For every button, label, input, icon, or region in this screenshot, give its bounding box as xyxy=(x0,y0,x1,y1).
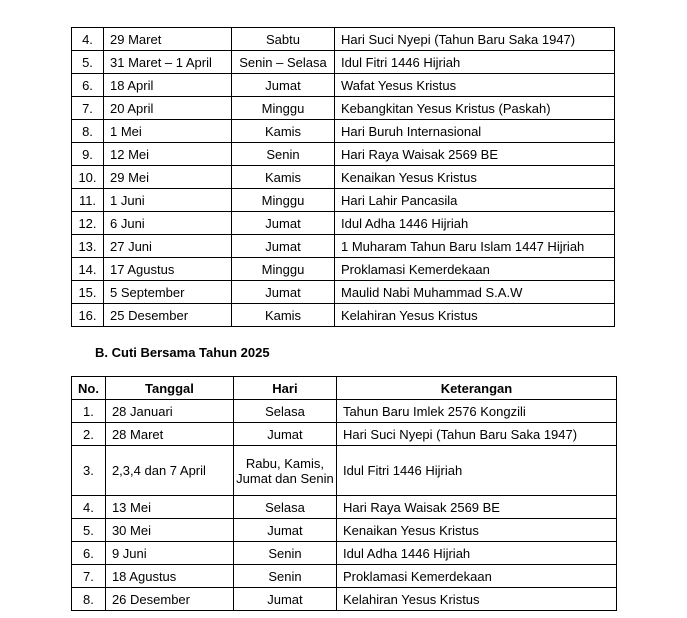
table-row xyxy=(72,97,615,120)
row-day: Selasa xyxy=(233,496,336,519)
row-date: 18 Agustus xyxy=(105,565,233,588)
row-number: 14. xyxy=(72,258,104,281)
row-date: 17 Agustus xyxy=(104,258,232,281)
row-description: Idul Fitri 1446 Hijriah xyxy=(336,446,616,496)
row-day: Senin xyxy=(233,565,336,588)
row-day: Senin xyxy=(233,542,336,565)
table-row xyxy=(72,235,615,258)
row-description: Hari Raya Waisak 2569 BE xyxy=(336,496,616,519)
row-number: 9. xyxy=(72,143,104,166)
row-number: 6. xyxy=(72,74,104,97)
collective-leave-table-body xyxy=(72,400,617,611)
row-number: 4. xyxy=(72,28,104,51)
header-keterangan: Keterangan xyxy=(336,377,616,400)
row-date: 2,3,4 dan 7 April xyxy=(105,446,233,496)
row-description: 1 Muharam Tahun Baru Islam 1447 Hijriah xyxy=(335,235,615,258)
table-row xyxy=(72,258,615,281)
row-date: 30 Mei xyxy=(105,519,233,542)
row-description: Tahun Baru Imlek 2576 Kongzili xyxy=(336,400,616,423)
row-number: 16. xyxy=(72,304,104,327)
row-date: 29 Mei xyxy=(104,166,232,189)
row-description: Idul Fitri 1446 Hijriah xyxy=(335,51,615,74)
row-date: 13 Mei xyxy=(105,496,233,519)
row-description: Kelahiran Yesus Kristus xyxy=(336,588,616,611)
row-description: Proklamasi Kemerdekaan xyxy=(336,565,616,588)
row-date: 26 Desember xyxy=(105,588,233,611)
row-day: Minggu xyxy=(232,97,335,120)
row-description: Kenaikan Yesus Kristus xyxy=(336,519,616,542)
header-tanggal: Tanggal xyxy=(105,377,233,400)
row-number: 1. xyxy=(72,400,106,423)
table-row xyxy=(72,120,615,143)
row-description: Wafat Yesus Kristus xyxy=(335,74,615,97)
row-number: 8. xyxy=(72,120,104,143)
row-description: Hari Raya Waisak 2569 BE xyxy=(335,143,615,166)
row-date: 31 Maret – 1 April xyxy=(104,51,232,74)
table-row xyxy=(72,74,615,97)
row-number: 7. xyxy=(72,97,104,120)
row-day: Jumat xyxy=(232,74,335,97)
row-number: 6. xyxy=(72,542,106,565)
holiday-table-body xyxy=(72,28,615,327)
row-day: Sabtu xyxy=(232,28,335,51)
table-row xyxy=(72,519,617,542)
row-date: 25 Desember xyxy=(104,304,232,327)
row-day: Kamis xyxy=(232,304,335,327)
table-row xyxy=(72,166,615,189)
row-number: 7. xyxy=(72,565,106,588)
row-number: 12. xyxy=(72,212,104,235)
row-description: Hari Suci Nyepi (Tahun Baru Saka 1947) xyxy=(336,423,616,446)
table-row xyxy=(72,496,617,519)
row-day: Jumat xyxy=(232,212,335,235)
row-day: Minggu xyxy=(232,189,335,212)
table-row xyxy=(72,143,615,166)
table-row xyxy=(72,400,617,423)
row-description: Kelahiran Yesus Kristus xyxy=(335,304,615,327)
table-row xyxy=(72,212,615,235)
row-number: 11. xyxy=(72,189,104,212)
row-description: Hari Buruh Internasional xyxy=(335,120,615,143)
collective-leave-table xyxy=(71,376,617,611)
row-date: 5 September xyxy=(104,281,232,304)
row-description: Idul Adha 1446 Hijriah xyxy=(336,542,616,565)
row-day: Selasa xyxy=(233,400,336,423)
row-number: 3. xyxy=(72,446,106,496)
row-day: Kamis xyxy=(232,120,335,143)
row-day: Jumat xyxy=(233,519,336,542)
row-number: 4. xyxy=(72,496,106,519)
row-number: 5. xyxy=(72,51,104,74)
table-row xyxy=(72,446,617,496)
row-date: 29 Maret xyxy=(104,28,232,51)
row-number: 10. xyxy=(72,166,104,189)
holiday-table xyxy=(71,27,615,327)
row-day: Jumat xyxy=(232,281,335,304)
table-row xyxy=(72,304,615,327)
row-description: Hari Lahir Pancasila xyxy=(335,189,615,212)
row-day: Jumat xyxy=(233,423,336,446)
row-date: 28 Januari xyxy=(105,400,233,423)
row-description: Kenaikan Yesus Kristus xyxy=(335,166,615,189)
row-number: 15. xyxy=(72,281,104,304)
table-row xyxy=(72,51,615,74)
row-number: 2. xyxy=(72,423,106,446)
table-row xyxy=(72,542,617,565)
row-day: Senin xyxy=(232,143,335,166)
header-no: No. xyxy=(72,377,106,400)
row-description: Maulid Nabi Muhammad S.A.W xyxy=(335,281,615,304)
row-day: Jumat xyxy=(233,588,336,611)
row-number: 5. xyxy=(72,519,106,542)
row-date: 1 Juni xyxy=(104,189,232,212)
row-description: Proklamasi Kemerdekaan xyxy=(335,258,615,281)
row-description: Hari Suci Nyepi (Tahun Baru Saka 1947) xyxy=(335,28,615,51)
header-row xyxy=(72,377,617,400)
table-row xyxy=(72,423,617,446)
table-row xyxy=(72,588,617,611)
row-date: 18 April xyxy=(104,74,232,97)
row-number: 8. xyxy=(72,588,106,611)
row-date: 20 April xyxy=(104,97,232,120)
table-row xyxy=(72,565,617,588)
table-row xyxy=(72,189,615,212)
row-day: Minggu xyxy=(232,258,335,281)
row-day: Jumat xyxy=(232,235,335,258)
table-row xyxy=(72,281,615,304)
row-day: Senin – Selasa xyxy=(232,51,335,74)
row-number: 13. xyxy=(72,235,104,258)
table-header xyxy=(72,377,617,400)
row-date: 9 Juni xyxy=(105,542,233,565)
row-date: 6 Juni xyxy=(104,212,232,235)
row-date: 12 Mei xyxy=(104,143,232,166)
row-date: 1 Mei xyxy=(104,120,232,143)
row-description: Idul Adha 1446 Hijriah xyxy=(335,212,615,235)
row-date: 27 Juni xyxy=(104,235,232,258)
header-hari: Hari xyxy=(233,377,336,400)
row-date: 28 Maret xyxy=(105,423,233,446)
row-day: Rabu, Kamis, Jumat dan Senin xyxy=(233,446,336,496)
table-row xyxy=(72,28,615,51)
section-title: B. Cuti Bersama Tahun 2025 xyxy=(95,345,270,360)
row-description: Kebangkitan Yesus Kristus (Paskah) xyxy=(335,97,615,120)
row-day: Kamis xyxy=(232,166,335,189)
